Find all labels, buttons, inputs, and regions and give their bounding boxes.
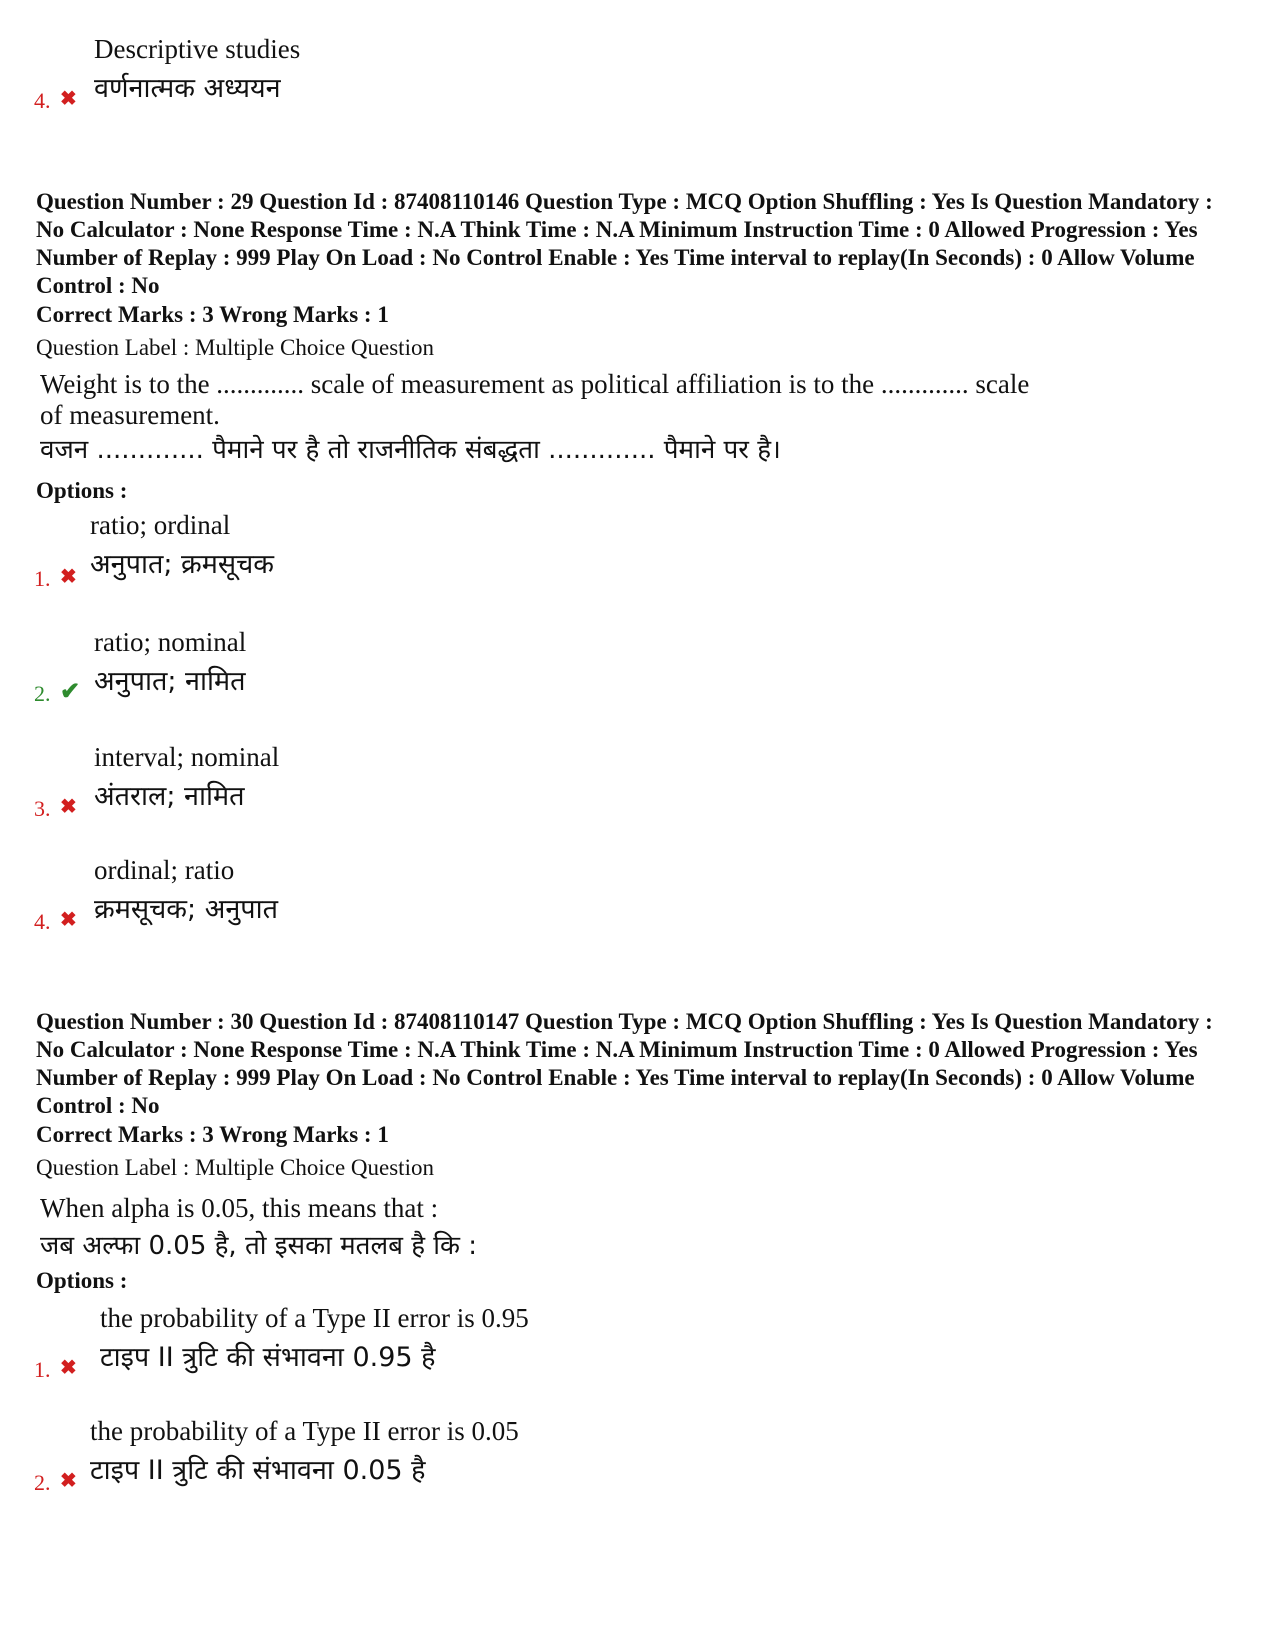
q30-option-1 — [34, 1303, 734, 1385]
q29-question-hi: वजन ............. पैमाने पर है तो राजनीतिक संबद्धता ............. पैमाने पर है। — [40, 435, 781, 465]
option-number: 4. — [34, 88, 51, 113]
option-text-hi: अनुपात; नामित — [94, 666, 246, 697]
option-number: 2. — [34, 1470, 51, 1495]
wrong-icon: ✖ — [60, 1470, 77, 1492]
q29-meta: Question Number : 29 Question Id : 87408110146 Question Type : MCQ Option Shuffling : Yes Is Question Mandatory : No Calculator : None Response Time : N.A Think Time : N.A Minimum Instruction Time : 0 Allowed Progression : Yes Number of Replay : 999 Play On Load : No Control Enable : Yes Time interval to replay(In Seconds) : 0 Allow Volume Control : No — [36, 189, 1213, 298]
option-number: 1. — [34, 1357, 51, 1382]
prev-option-4 — [34, 34, 434, 114]
q30-meta: Question Number : 30 Question Id : 87408110147 Question Type : MCQ Option Shuffling : Yes Is Question Mandatory : No Calculator : None Response Time : N.A Think Time : N.A Minimum Instruction Time : 0 Allowed Progression : Yes Number of Replay : 999 Play On Load : No Control Enable : Yes Time interval to replay(In Seconds) : 0 Allow Volume Control : No — [36, 1009, 1213, 1118]
option-number: 1. — [34, 566, 51, 591]
option-number: 4. — [34, 909, 51, 934]
q29-option-4 — [34, 855, 534, 937]
q30-marks: Correct Marks : 3 Wrong Marks : 1 — [36, 1122, 389, 1147]
q29-label: Question Label : Multiple Choice Question — [36, 335, 434, 360]
check-icon: ✔ — [60, 679, 81, 705]
q29-options-heading: Options : — [36, 478, 128, 503]
option-text-en: interval; nominal — [94, 742, 280, 772]
q29-question-en: Weight is to the ............. scale of measurement as political affiliation is to the ............. scale of measurement. — [40, 369, 1030, 430]
wrong-icon: ✖ — [60, 909, 77, 931]
option-text-en: ratio; nominal — [94, 627, 247, 657]
wrong-icon: ✖ — [60, 796, 77, 818]
option-text-hi: क्रमसूचक; अनुपात — [94, 894, 279, 925]
option-text-hi: अनुपात; क्रमसूचक — [90, 549, 275, 580]
option-number: 3. — [34, 796, 51, 821]
q30-question-hi: जब अल्फा 0.05 है, तो इसका मतलब है कि : — [40, 1231, 477, 1261]
q30-question-en: When alpha is 0.05, this means that : — [40, 1193, 439, 1223]
wrong-icon: ✖ — [60, 566, 77, 588]
option-text-hi: टाइप II त्रुटि की संभावना 0.95 है — [100, 1342, 436, 1373]
option-text-en: the probability of a Type II error is 0.95 — [100, 1303, 529, 1333]
option-text-hi: वर्णनात्मक अध्ययन — [94, 73, 281, 104]
wrong-icon: ✖ — [60, 88, 77, 110]
wrong-icon: ✖ — [60, 1357, 77, 1379]
option-text-en: the probability of a Type II error is 0.05 — [90, 1416, 519, 1446]
option-text-en: Descriptive studies — [94, 34, 301, 64]
q29-marks: Correct Marks : 3 Wrong Marks : 1 — [36, 302, 389, 327]
q29-option-3 — [34, 742, 534, 824]
option-text-hi: अंतराल; नामित — [94, 781, 245, 812]
q29-option-2 — [34, 627, 534, 709]
q29-option-1 — [34, 510, 534, 592]
q30-options-heading: Options : — [36, 1268, 128, 1293]
q30-option-2 — [34, 1416, 734, 1498]
option-text-hi: टाइप II त्रुटि की संभावना 0.05 है — [90, 1455, 426, 1486]
option-number: 2. — [34, 681, 51, 706]
option-text-en: ratio; ordinal — [90, 510, 231, 540]
q30-label: Question Label : Multiple Choice Question — [36, 1155, 434, 1180]
option-text-en: ordinal; ratio — [94, 855, 235, 885]
